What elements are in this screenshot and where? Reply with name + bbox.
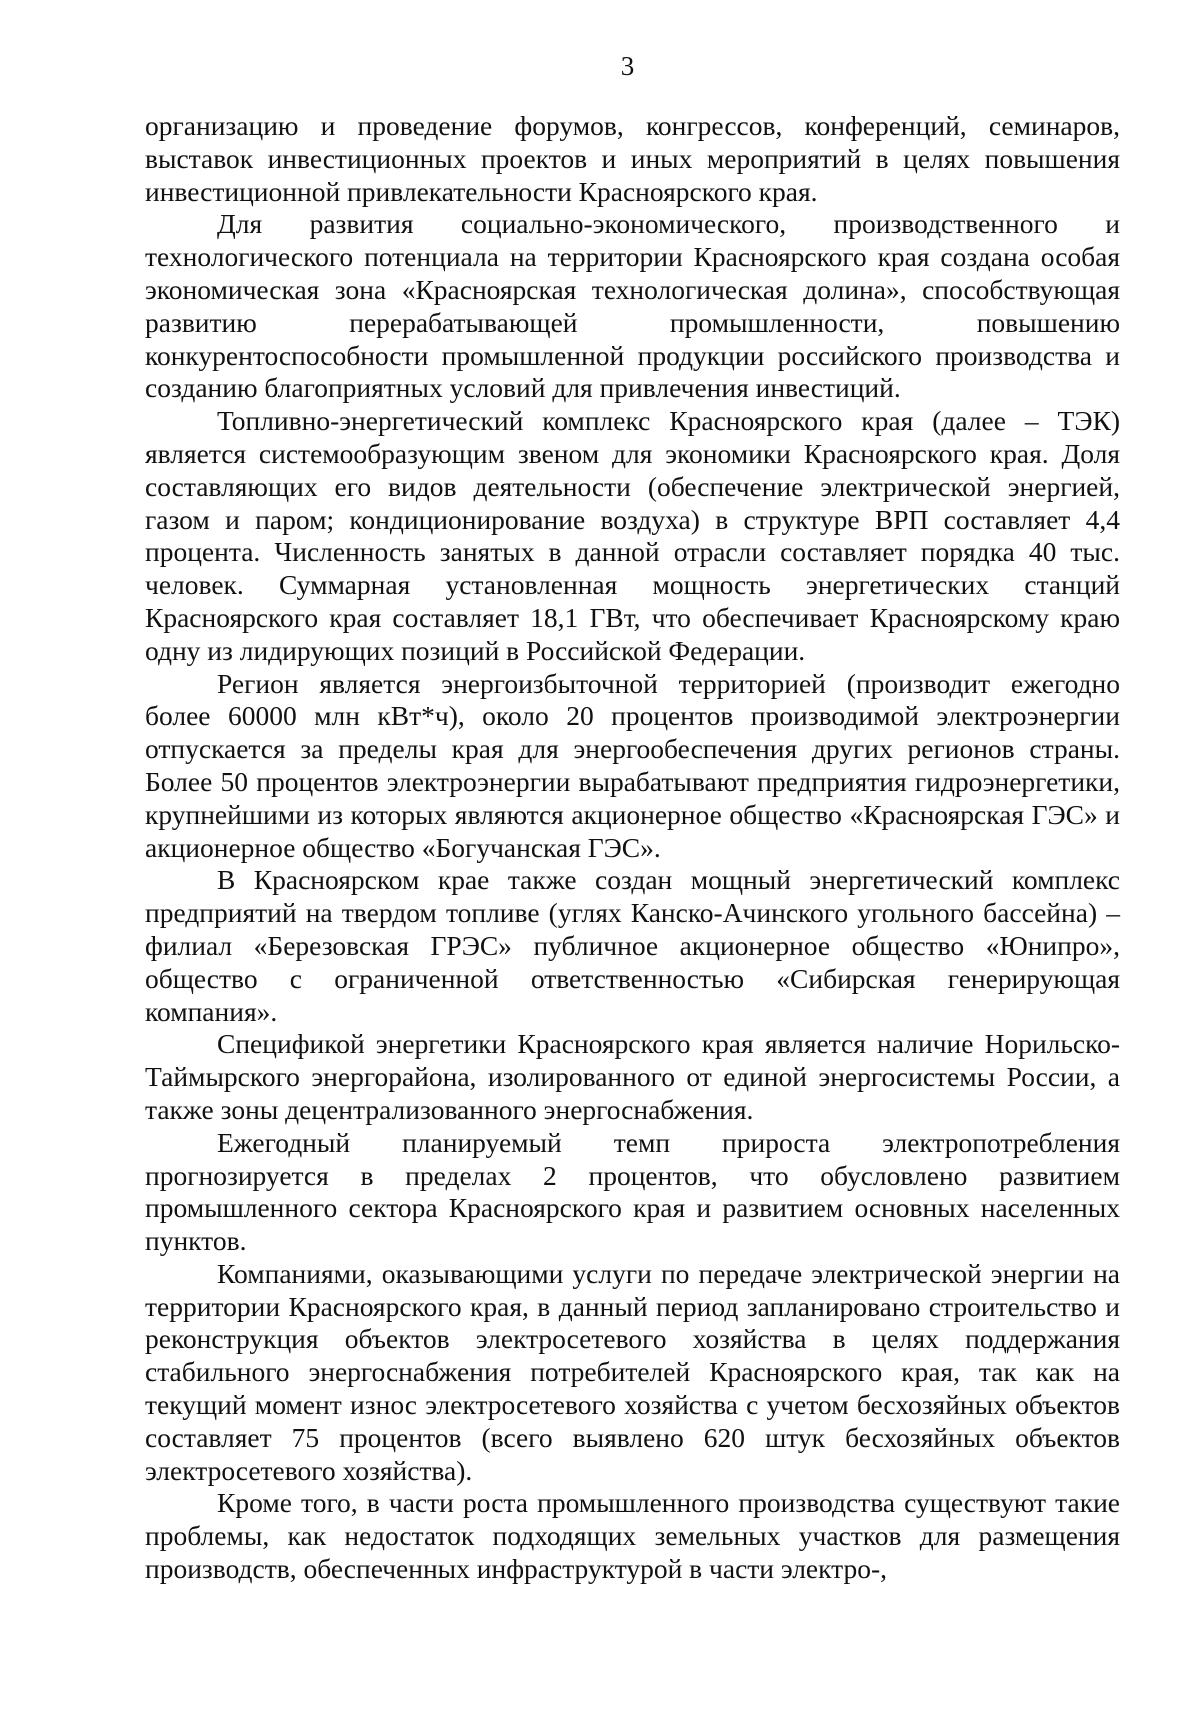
paragraph-solid-fuel-complex: В Красноярском крае также создан мощный энергетический комплекс предприятий на твердом топливе (углях Канско-Ачинского угольного бассейна) – филиал «Березовская ГРЭС» публичное акционерное общество «Юнипро», общество с ограниченной ответственностью «Сибирская генерирующая компания».	[145, 864, 1120, 1027]
page-number: 3	[620, 51, 635, 81]
paragraph-special-economic-zone: Для развития социально-экономического, производственного и технологического потенциала на территории Красноярского края создана особая экономическая зона «Красноярская технологическая долина», способствующая развитию перерабатывающей промышленности, повышению конкурентоспособности промышленной продукции российского производства и созданию благоприятных условий для привлечения инвестиций.	[145, 208, 1120, 404]
paragraph-energy-specifics: Спецификой энергетики Красноярского края является наличие Норильско-Таймырского энергорайона, изолированного от единой энергосистемы России, а также зоны децентрализованного энергоснабжения.	[145, 1028, 1120, 1125]
paragraph-consumption-growth: Ежегодный планируемый темп прироста электропотребления прогнозируется в пределах 2 процентов, что обусловлено развитием промышленного сектора Красноярского края и развитием основных населенных пунктов.	[145, 1126, 1120, 1257]
paragraph-grid-construction: Компаниями, оказывающими услуги по передаче электрической энергии на территории Красноярского края, в данный период запланировано строительство и реконструкция объектов электросетевого хозяйства в целях поддержания стабильного энергоснабжения потребителей Красноярского края, так как на текущий момент износ электросетевого хозяйства с учетом бесхозяйных объектов составляет 75 процентов (всего выявлено 620 штук бесхозяйных объектов электросетевого хозяйства).	[145, 1257, 1120, 1486]
paragraph-fuel-energy-complex: Топливно-энергетический комплекс Красноярского края (далее – ТЭК) является системообразующим звеном для экономики Красноярского края. Доля составляющих его видов деятельности (обеспечение электрической энергией, газом и паром; кондиционирование воздуха) в структуре ВРП составляет 4,4 процента. Численность занятых в данной отрасли составляет порядка 40 тыс. человек. Суммарная установленная мощность энергетических станций Красноярского края составляет 18,1 ГВт, что обеспечивает Красноярскому краю одну из лидирующих позиций в Российской Федерации.	[145, 405, 1120, 666]
paragraph-industrial-problems: Кроме того, в части роста промышленного производства существуют такие проблемы, как недостаток подходящих земельных участков для размещения производств, обеспеченных инфраструктурой в части электро-,	[145, 1487, 1120, 1585]
paragraph-investment-events: организацию и проведение форумов, конгрессов, конференций, семинаров, выставок инвестиционных проектов и иных мероприятий в целях повышения инвестиционной привлекательности Красноярского края.	[145, 110, 1120, 207]
document-body	[145, 110, 1120, 1586]
paragraph-energy-surplus: Регион является энергоизбыточной территорией (производит ежегодно более 60000 млн кВт*ч), около 20 процентов производимой электроэнергии отпускается за пределы края для энергообеспечения других регионов страны. Более 50 процентов электроэнергии вырабатывают предприятия гидроэнергетики, крупнейшими из которых являются акционерное общество «Красноярская ГЭС» и акционерное общество «Богучанская ГЭС».	[145, 667, 1120, 863]
